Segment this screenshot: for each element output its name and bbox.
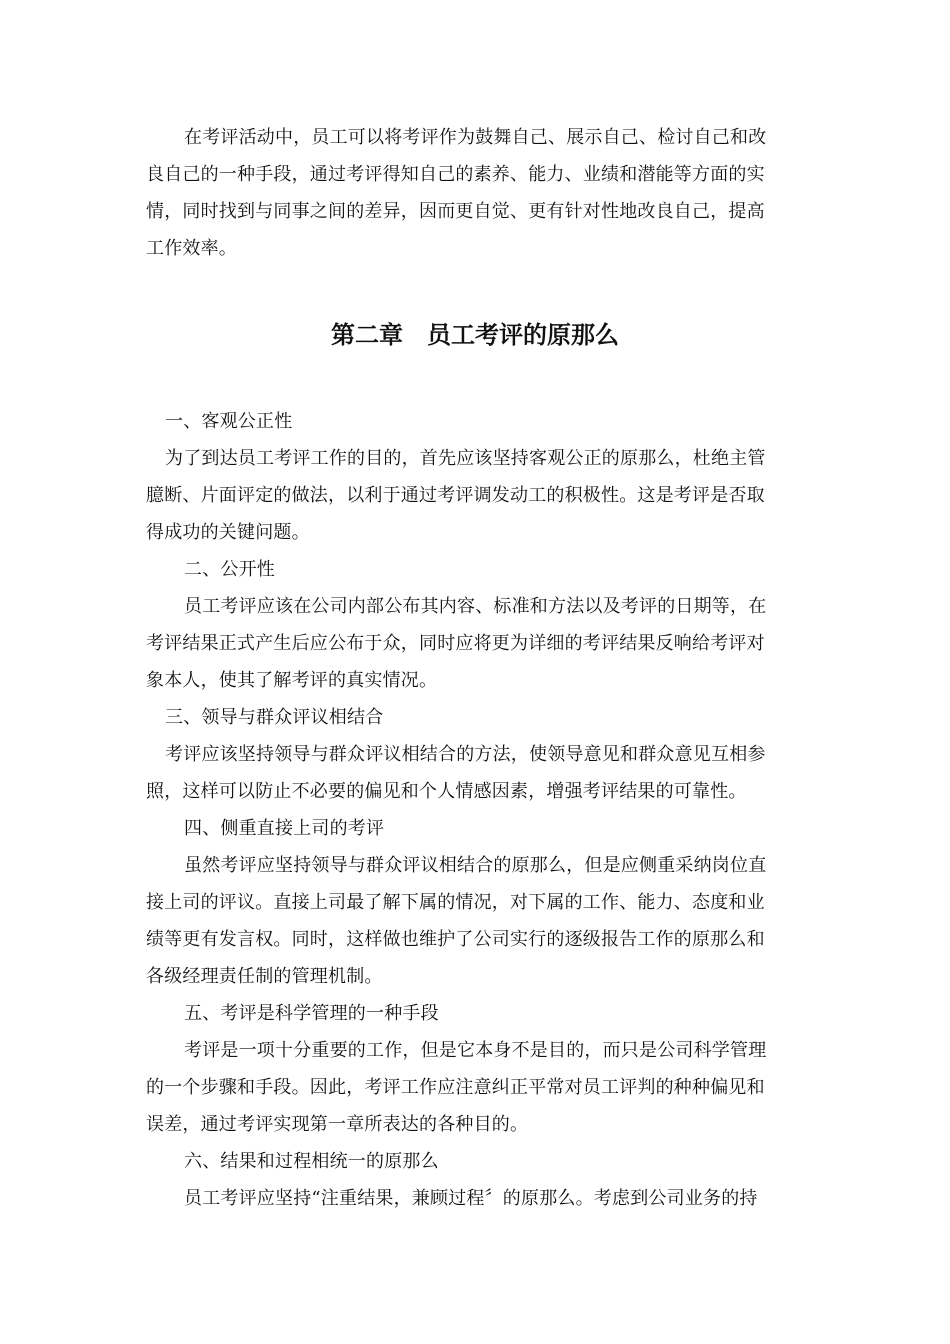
- section-2-line-2: 考评结果正式产生后应公布于众，同时应将更为详细的考评结果反响给考评对: [146, 633, 765, 654]
- section-1-line-3: 得成功的关键问题。: [146, 522, 310, 543]
- section-2-line-3: 象本人，使其了解考评的真实情况。: [146, 670, 438, 691]
- section-1-line-2: 臆断、片面评定的做法，以利于通过考评调发动工的积极性。这是考评是否取: [146, 485, 765, 506]
- section-1-heading: 一、客观公正性: [165, 411, 293, 432]
- section-3-heading: 三、领导与群众评议相结合: [165, 707, 384, 728]
- section-5-heading: 五、考评是科学管理的一种手段: [184, 1003, 439, 1024]
- section-3-line-2: 照，这样可以防止不必要的偏见和个人情感因素，增强考评结果的可靠性。: [146, 781, 747, 802]
- section-5-line-1: 考评是一项十分重要的工作，但是它本身不是目的，而只是公司科学管理: [184, 1040, 767, 1061]
- intro-line-3: 情，同时找到与同事之间的差异，因而更自觉、更有针对性地改良自己，提高: [146, 201, 765, 222]
- section-4-line-2: 接上司的评议。直接上司最了解下属的情况，对下属的工作、能力、态度和业: [146, 892, 765, 913]
- section-4-heading: 四、侧重直接上司的考评: [184, 818, 385, 839]
- chapter-title: 第二章 员工考评的原那么: [331, 321, 619, 349]
- section-5-line-3: 误差，通过考评实现第一章所表达的各种目的。: [146, 1114, 529, 1135]
- intro-line-4: 工作效率。: [146, 238, 237, 259]
- section-2-heading: 二、公开性: [184, 559, 275, 580]
- section-5-line-2: 的一个步骤和手段。因此，考评工作应注意纠正平常对员工评判的种种偏见和: [146, 1077, 765, 1098]
- section-4-line-3: 绩等更有发言权。同时，这样做也维护了公司实行的逐级报告工作的原那么和: [146, 929, 765, 950]
- section-2-line-1: 员工考评应该在公司内部公布其内容、标准和方法以及考评的日期等，在: [184, 596, 767, 617]
- section-1-line-1: 为了到达员工考评工作的目的，首先应该坚持客观公正的原那么，杜绝主管: [165, 448, 766, 469]
- section-3-line-1: 考评应该坚持领导与群众评议相结合的方法，使领导意见和群众意见互相参: [165, 744, 766, 765]
- section-4-line-1: 虽然考评应坚持领导与群众评议相结合的原那么，但是应侧重采纳岗位直: [184, 855, 767, 876]
- intro-line-1: 在考评活动中，员工可以将考评作为鼓舞自己、展示自己、检讨自己和改: [184, 127, 767, 148]
- section-6-heading: 六、结果和过程相统一的原那么: [184, 1151, 439, 1172]
- section-6-line-1: 员工考评应坚持“注重结果，兼顾过程〞的原那么。考虑到公司业务的持: [184, 1188, 758, 1209]
- section-4-line-4: 各级经理责任制的管理机制。: [146, 966, 383, 987]
- intro-line-2: 良自己的一种手段，通过考评得知自己的素养、能力、业绩和潜能等方面的实: [146, 164, 765, 185]
